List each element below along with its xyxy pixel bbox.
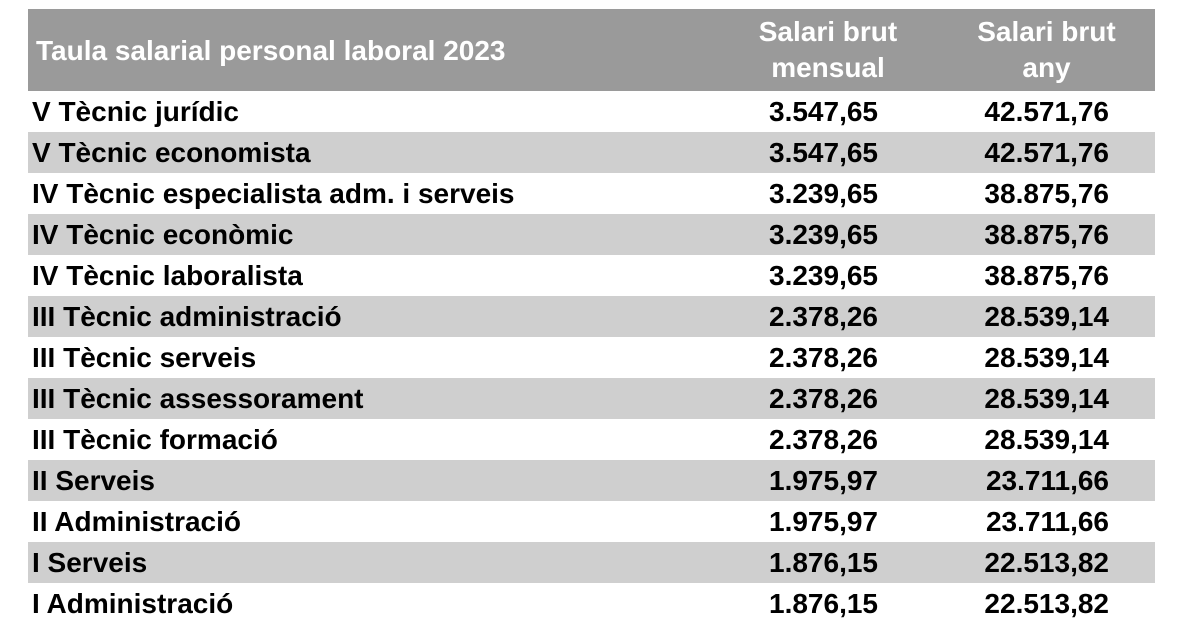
category-name: III Tècnic assessorament — [32, 382, 364, 414]
table-row — [28, 419, 1155, 460]
table-row — [28, 542, 1155, 583]
monthly-salary: 2.378,26 — [769, 423, 878, 455]
salary-table — [28, 9, 1155, 624]
table-row — [28, 501, 1155, 542]
category-name: IV Tècnic especialista adm. i serveis — [32, 177, 515, 209]
category-name: II Administració — [32, 505, 242, 537]
column-header-monthly-line1: Salari brut — [758, 16, 898, 47]
yearly-salary: 22.513,82 — [984, 546, 1109, 578]
yearly-salary: 38.875,76 — [984, 259, 1109, 291]
table-row — [28, 337, 1155, 378]
table-row — [28, 173, 1155, 214]
table-row — [28, 91, 1155, 132]
yearly-salary: 38.875,76 — [984, 218, 1109, 250]
monthly-salary: 3.239,65 — [769, 177, 878, 209]
yearly-salary: 28.539,14 — [984, 423, 1109, 455]
monthly-salary: 3.547,65 — [769, 136, 878, 168]
yearly-salary: 23.711,66 — [985, 464, 1109, 496]
yearly-salary: 28.539,14 — [984, 300, 1109, 332]
yearly-salary: 28.539,14 — [984, 341, 1109, 373]
column-header-monthly — [718, 9, 938, 91]
monthly-salary: 2.378,26 — [769, 341, 878, 373]
table-row — [28, 132, 1155, 173]
table-row — [28, 460, 1155, 501]
yearly-salary: 23.711,66 — [985, 505, 1109, 537]
monthly-salary: 2.378,26 — [769, 300, 878, 332]
category-name: III Tècnic formació — [32, 423, 278, 455]
category-name: II Serveis — [32, 464, 155, 496]
yearly-salary: 38.875,76 — [984, 177, 1109, 209]
monthly-salary: 1.876,15 — [769, 546, 878, 578]
category-name: IV Tècnic econòmic — [32, 218, 294, 250]
table-row — [28, 214, 1155, 255]
category-name: I Administració — [32, 587, 234, 619]
table-row — [28, 296, 1155, 337]
table-row — [28, 583, 1155, 624]
yearly-salary: 22.513,82 — [984, 587, 1109, 619]
yearly-salary: 42.571,76 — [984, 95, 1109, 127]
column-header-yearly — [938, 9, 1155, 91]
category-name: V Tècnic jurídic — [32, 95, 239, 127]
column-header-yearly-line2: any — [1022, 52, 1071, 83]
monthly-salary: 2.378,26 — [769, 382, 878, 414]
category-name: III Tècnic serveis — [32, 341, 257, 373]
yearly-salary: 28.539,14 — [984, 382, 1109, 414]
monthly-salary: 1.975,97 — [769, 464, 878, 496]
monthly-salary: 1.876,15 — [769, 587, 878, 619]
table-header — [28, 9, 1155, 91]
monthly-salary: 3.239,65 — [769, 259, 878, 291]
category-name: IV Tècnic laboralista — [32, 259, 303, 291]
table-row — [28, 378, 1155, 419]
yearly-salary: 42.571,76 — [984, 136, 1109, 168]
column-header-yearly-line1: Salari brut — [977, 16, 1116, 47]
table-title: Taula salarial personal laboral 2023 — [36, 35, 506, 66]
monthly-salary: 3.547,65 — [769, 95, 878, 127]
category-name: I Serveis — [32, 546, 148, 578]
monthly-salary: 3.239,65 — [769, 218, 878, 250]
table-row — [28, 255, 1155, 296]
category-name: V Tècnic economista — [32, 136, 311, 168]
monthly-salary: 1.975,97 — [769, 505, 878, 537]
category-name: III Tècnic administració — [32, 300, 342, 332]
column-header-monthly-line2: mensual — [771, 52, 885, 83]
